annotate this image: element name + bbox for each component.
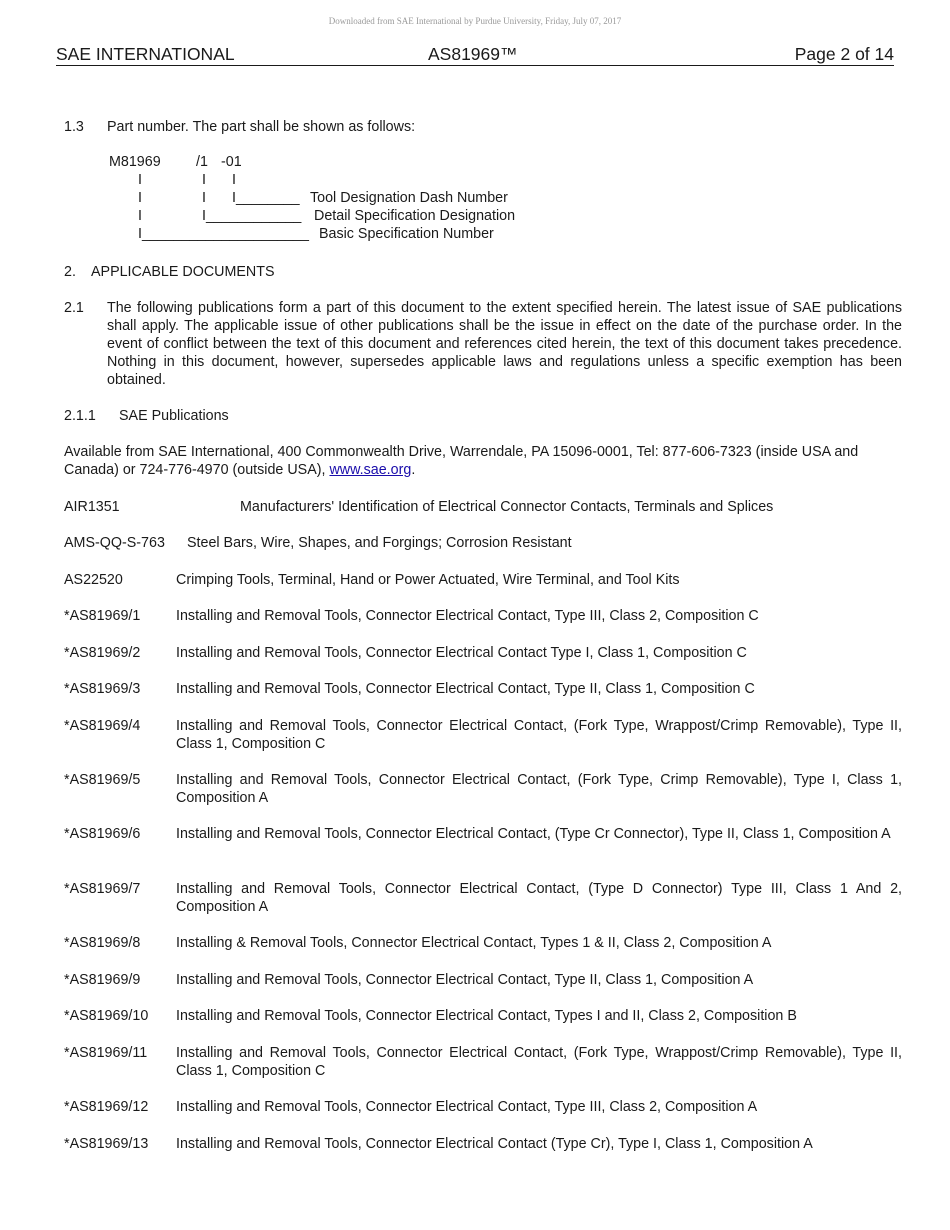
tool-designation-label: Tool Designation Dash Number (310, 190, 508, 206)
leader-line: I____________ (202, 208, 302, 224)
reference-title: Installing and Removal Tools, Connector Electrical Contact Type I, Class 1, Composition C (176, 645, 747, 661)
reference-id: AS22520 (64, 572, 123, 588)
reference-title: Installing and Removal Tools, Connector Electrical Contact, Type II, Class 1, Composition A (176, 972, 754, 988)
header-page-number: Page 2 of 14 (794, 44, 894, 64)
section-number: 2.1 (64, 300, 84, 316)
leader-line: I (138, 208, 142, 224)
leader-line: I (138, 190, 142, 206)
part-dash-code: -01 (221, 154, 242, 170)
header-document-number: AS81969™ (428, 44, 518, 64)
reference-id: *AS81969/9 (64, 972, 141, 988)
sae-website-link[interactable]: www.sae.org (329, 462, 412, 478)
section-number: 2. (64, 264, 76, 280)
leader-line: I________ (232, 190, 300, 206)
section-title: SAE Publications (119, 408, 229, 424)
reference-id: *AS81969/2 (64, 645, 141, 661)
reference-id: *AS81969/7 (64, 881, 141, 897)
section-number: 2.1.1 (64, 408, 96, 424)
availability-text: Available from SAE International, 400 Commonwealth Drive, Warrendale, PA 15096-0001, Tel: 877-606-7323 (inside USA and Canada) or 724-776-4970 (outside USA), (64, 444, 859, 478)
leader-line: I_____________________ (138, 226, 309, 242)
reference-id: *AS81969/4 (64, 718, 141, 734)
page-header (56, 44, 894, 66)
reference-id: AMS-QQ-S-763 (64, 535, 165, 551)
part-detail-code: /1 (196, 154, 208, 170)
reference-title: Installing and Removal Tools, Connector Electrical Contact, Type II, Class 1, Composition C (176, 681, 755, 697)
reference-id: *AS81969/6 (64, 826, 141, 842)
reference-id: AIR1351 (64, 499, 120, 515)
part-base-code: M81969 (109, 154, 161, 170)
leader-line: I (202, 190, 206, 206)
reference-title: Installing and Removal Tools, Connector Electrical Contact, (Type D Connector) Type III, Class 1 And 2, Composition A (176, 881, 902, 915)
reference-title: Installing and Removal Tools, Connector Electrical Contact, (Fork Type, Crimp Removable), Type I, Class 1, Composition A (176, 772, 902, 806)
leader-line: I (232, 172, 236, 188)
reference-id: *AS81969/11 (64, 1045, 148, 1061)
section-title: APPLICABLE DOCUMENTS (91, 264, 275, 280)
reference-id: *AS81969/8 (64, 935, 141, 951)
detail-specification-label: Detail Specification Designation (314, 208, 516, 224)
availability-suffix: . (411, 462, 416, 478)
reference-title: Installing and Removal Tools, Connector Electrical Contact, (Type Cr Connector), Type II, Class 1, Composition A (176, 826, 891, 842)
reference-title: Installing and Removal Tools, Connector Electrical Contact (Type Cr), Type I, Class 1, Composition A (176, 1136, 813, 1152)
reference-title: Installing and Removal Tools, Connector Electrical Contact, Types I and II, Class 2, Composition B (176, 1008, 797, 1024)
reference-id: *AS81969/12 (64, 1099, 149, 1115)
section-text: Part number. The part shall be shown as follows: (107, 119, 416, 135)
section-number: 1.3 (64, 119, 84, 135)
reference-title: Installing & Removal Tools, Connector Electrical Contact, Types 1 & II, Class 2, Composition A (176, 935, 772, 951)
part-number-diagram (64, 154, 902, 244)
reference-title: Crimping Tools, Terminal, Hand or Power Actuated, Wire Terminal, and Tool Kits (176, 572, 680, 588)
leader-line: I (138, 172, 142, 188)
section-text: The following publications form a part of this document to the extent specified herein. The latest issue of SAE publications shall apply. The applicable issue of other publications shall be the issue in effect on the date of the purchase order. In the event of conflict between the text of this document and references cited herein, the text of this document takes precedence. Nothing in this document, however, supersedes applicable laws and regulations unless a specific exemption has been obtained. (107, 300, 902, 388)
basic-specification-label: Basic Specification Number (319, 226, 494, 242)
reference-title: Installing and Removal Tools, Connector Electrical Contact, (Fork Type, Wrappost/Crimp Removable), Type II, Class 1, Composition C (176, 1045, 902, 1079)
download-watermark: Downloaded from SAE International by Purdue University, Friday, July 07, 2017 (328, 16, 622, 26)
reference-title: Installing and Removal Tools, Connector Electrical Contact, (Fork Type, Wrappost/Crimp Removable), Type II, Class 1, Composition C (176, 718, 902, 752)
reference-id: *AS81969/13 (64, 1136, 149, 1152)
reference-title: Installing and Removal Tools, Connector Electrical Contact, Type III, Class 2, Composition A (176, 1099, 758, 1115)
leader-line: I (202, 172, 206, 188)
reference-id: *AS81969/5 (64, 772, 141, 788)
reference-id: *AS81969/10 (64, 1008, 149, 1024)
reference-id: *AS81969/1 (64, 608, 141, 624)
reference-id: *AS81969/3 (64, 681, 141, 697)
reference-title: Manufacturers' Identification of Electrical Connector Contacts, Terminals and Splices (240, 499, 774, 515)
header-organization: SAE INTERNATIONAL (56, 44, 235, 64)
availability-paragraph (64, 443, 902, 479)
reference-title: Steel Bars, Wire, Shapes, and Forgings; Corrosion Resistant (187, 535, 572, 551)
reference-title: Installing and Removal Tools, Connector Electrical Contact, Type III, Class 2, Composition C (176, 608, 759, 624)
